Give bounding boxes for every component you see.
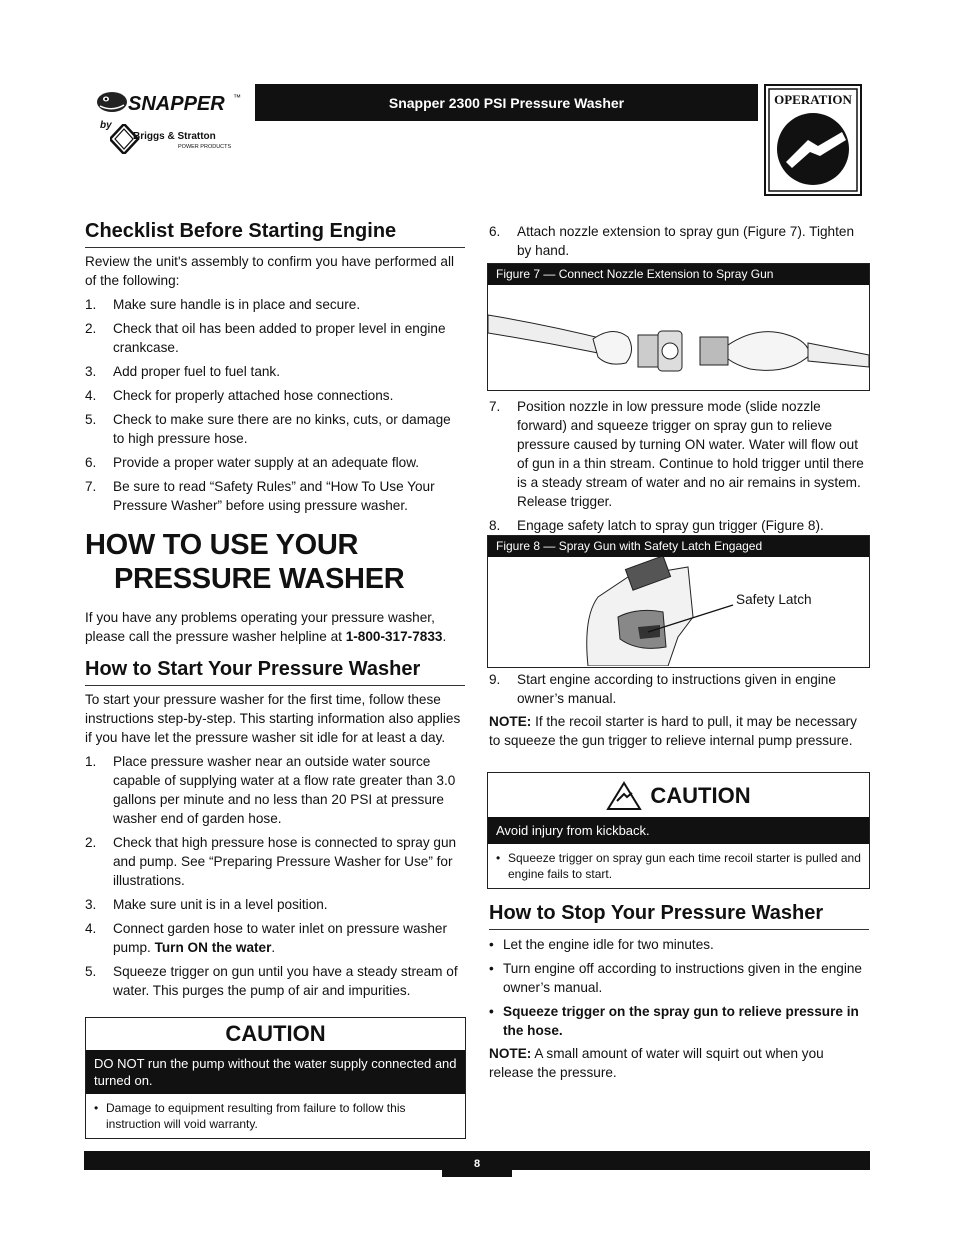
caution-title: CAUTION xyxy=(650,783,751,808)
checklist-section xyxy=(85,220,465,515)
list-item: • Squeeze trigger on the spray gun to relieve pressure in the hose. xyxy=(489,1002,869,1040)
figure-8-caption: Figure 8 — Spray Gun with Safety Latch Engaged xyxy=(488,536,869,557)
step6 xyxy=(489,220,869,260)
howto-title-line2: PRESSURE WASHER xyxy=(114,563,405,595)
start-list xyxy=(85,752,465,1000)
list-item: 5. Check to make sure there are no kinks, cuts, or damage to high pressure hose. xyxy=(85,412,451,446)
caution-bullet: • Squeeze trigger on spray gun each time recoil starter is pulled and engine fails to start. xyxy=(488,844,869,888)
figure-8-illustration xyxy=(488,557,869,666)
steps-7-8 xyxy=(489,392,869,535)
figure-7-caption: Figure 7 — Connect Nozzle Extension to Spray Gun xyxy=(488,264,869,285)
list-item: • Let the engine idle for two minutes. xyxy=(489,935,869,954)
checklist-intro: Review the unit's assembly to confirm you have performed all of the following: xyxy=(85,254,455,288)
list-item: 4. Check for properly attached hose connections. xyxy=(85,388,394,403)
safety-latch-callout: Safety Latch xyxy=(736,592,812,607)
by-label: by xyxy=(100,120,112,131)
svg-text:™: ™ xyxy=(233,93,241,102)
caution-bullet: • Damage to equipment resulting from failure to follow this instruction will void warranty. xyxy=(86,1094,465,1138)
howto-section xyxy=(85,528,465,646)
stop-section xyxy=(489,902,869,1082)
stop-list xyxy=(489,935,869,1040)
figure-8 xyxy=(487,535,870,668)
list-item: 4. Connect garden hose to water inlet on pressure washer pump. Turn ON the water. xyxy=(85,921,447,955)
operation-badge xyxy=(764,84,862,196)
start-intro: To start your pressure washer for the first time, follow these instructions step-by-step. This starting information also applies if you have let the pressure washer sit idle for at least a day. xyxy=(85,692,461,745)
helpline-phone: 1-800-317-7833 xyxy=(345,629,443,644)
stop-heading: How to Stop Your Pressure Washer xyxy=(489,902,869,930)
howto-title-line1: HOW TO USE YOUR xyxy=(85,529,359,561)
list-item: 2. Check that high pressure hose is connected to spray gun and pump. See “Preparing Pressure Washer for Use” for illustrations. xyxy=(85,835,457,888)
helpline-text: If you have any problems operating your pressure washer, please call the pressure washer helpline at 1-800-317-7833. xyxy=(85,610,447,644)
list-item: 7. Position nozzle in low pressure mode (slide nozzle forward) and squeeze trigger on spray gun to relieve pressure caused by turning ON water. Water will flow out of gun in a thin stream. Continue to hold trigger until there is a steady stream of water and no air remains in system. Release trigger. xyxy=(489,399,864,509)
caution-box-pump xyxy=(85,1017,466,1139)
checklist-heading: Checklist Before Starting Engine xyxy=(85,220,465,248)
svg-text:POWER PRODUCTS: POWER PRODUCTS xyxy=(178,144,232,150)
header-title-bar xyxy=(255,84,758,121)
list-item: 6. Provide a proper water supply at an adequate flow. xyxy=(85,455,420,470)
figure-7 xyxy=(487,263,870,391)
list-item: 1. Place pressure washer near an outside water source capable of supplying water at a flow rate greater than 3.0 gallons per minute and no less than 20 PSI at pressure washer end of garden hose. xyxy=(85,754,456,826)
svg-text:Briggs & Stratton: Briggs & Stratton xyxy=(133,131,216,142)
list-item: 3. Add proper fuel to fuel tank. xyxy=(85,364,281,379)
list-item: 3. Make sure unit is in a level position. xyxy=(85,897,328,912)
list-item: 6. Attach nozzle extension to spray gun (Figure 7). Tighten by hand. xyxy=(489,224,855,258)
step9-and-note xyxy=(489,665,869,750)
caution-title: CAUTION xyxy=(225,1021,326,1046)
list-item: 5. Squeeze trigger on gun until you have a steady stream of water. This purges the pump of air and impurities. xyxy=(85,964,458,998)
figure-7-illustration xyxy=(488,285,869,389)
document-title: Snapper 2300 PSI Pressure Washer xyxy=(388,94,625,111)
list-item: 9. Start engine according to instructions given in engine owner’s manual. xyxy=(489,672,836,706)
briggs-logo xyxy=(110,124,235,154)
warning-triangle-icon xyxy=(606,781,642,811)
caution-box-kickback xyxy=(487,772,870,889)
recoil-note: NOTE: If the recoil starter is hard to pull, it may be necessary to squeeze the gun trigger to relieve internal pump pressure. xyxy=(489,714,857,748)
checklist-list xyxy=(85,295,465,515)
snapper-logo xyxy=(94,88,244,118)
list-item: 2. Check that oil has been added to proper level in engine crankcase. xyxy=(85,321,446,355)
list-item: 7. Be sure to read “Safety Rules” and “How To Use Your Pressure Washer” before using pressure washer. xyxy=(85,479,435,513)
list-item: • Turn engine off according to instructions given in the engine owner’s manual. xyxy=(489,959,869,997)
caution-message: Avoid injury from kickback. xyxy=(488,817,869,844)
list-item: 1. Make sure handle is in place and secure. xyxy=(85,297,361,312)
svg-text:OPERATION: OPERATION xyxy=(774,92,852,107)
start-heading: How to Start Your Pressure Washer xyxy=(85,658,465,686)
page-number: 8 xyxy=(442,1151,512,1177)
stop-note: NOTE: A small amount of water will squirt out when you release the pressure. xyxy=(489,1046,824,1080)
caution-message: DO NOT run the pump without the water supply connected and turned on. xyxy=(86,1050,465,1094)
svg-text:SNAPPER: SNAPPER xyxy=(128,93,225,115)
start-section xyxy=(85,658,465,1000)
list-item: 8. Engage safety latch to spray gun trigger (Figure 8). xyxy=(489,518,824,533)
